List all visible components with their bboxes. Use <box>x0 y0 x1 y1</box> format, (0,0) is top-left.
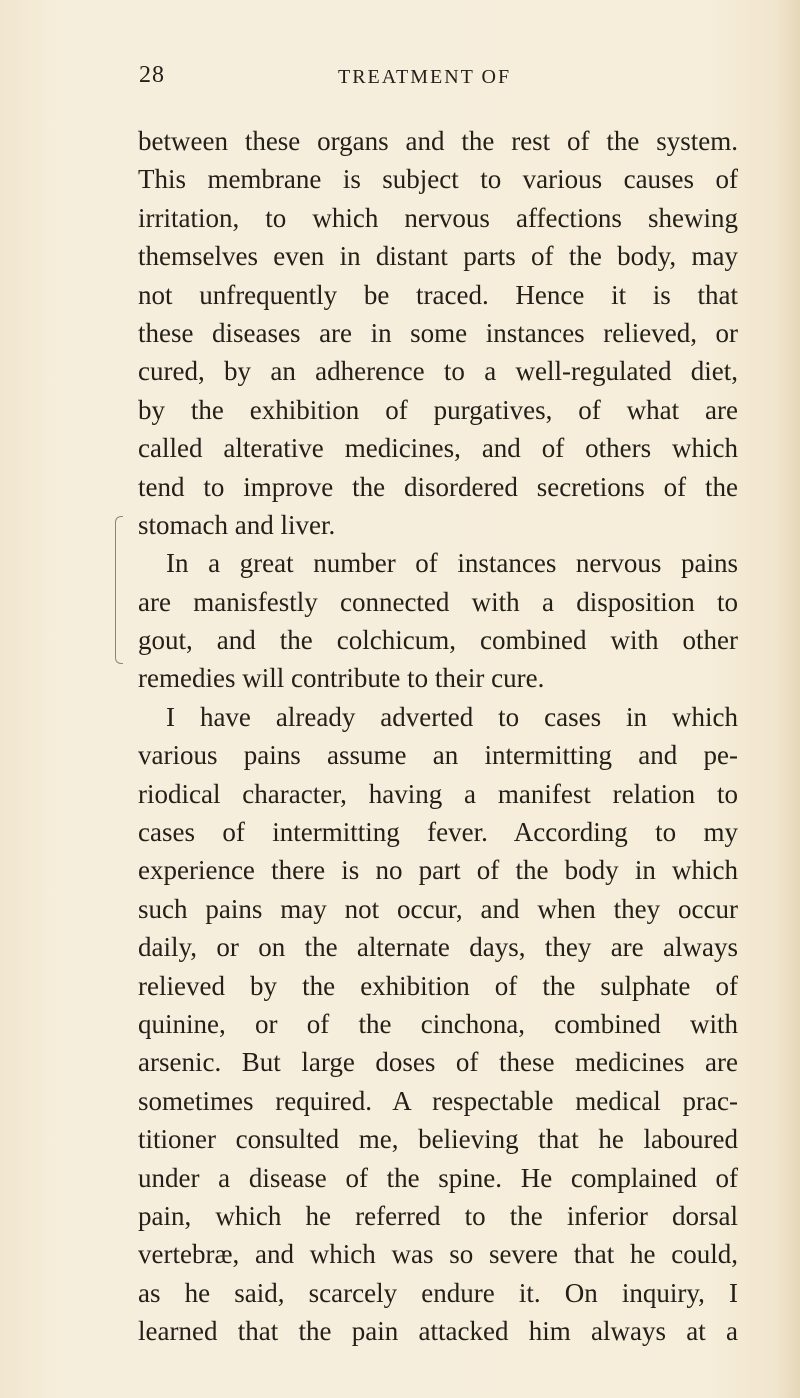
text-line: irritation, to which nervous affections shewing <box>138 202 738 233</box>
text-line: cured, by an adherence to a well-regulated diet, <box>138 356 738 387</box>
text-line: are manisfestly connected with a disposition to <box>138 586 738 617</box>
text-line: not unfrequently be traced. Hence it is that <box>138 279 738 310</box>
text-line: learned that the pain attacked him always at a <box>138 1316 738 1347</box>
text-line: themselves even in distant parts of the body, may <box>138 241 738 272</box>
text-line: as he said, scarcely endure it. On inquiry, I <box>138 1277 738 1308</box>
text-line: cases of intermitting fever. According to my <box>138 817 738 848</box>
text-line: called alterative medicines, and of others which <box>138 433 738 464</box>
text-line: titioner consulted me, believing that he laboured <box>138 1124 738 1155</box>
text-line: various pains assume an intermitting and pe- <box>138 740 738 771</box>
text-line: between these organs and the rest of the system. <box>138 126 738 156</box>
text-line: remedies will contribute to their cure. <box>138 663 545 694</box>
text-line: tend to improve the disordered secretions of the <box>138 471 738 502</box>
running-head: TREATMENT OF <box>338 66 512 88</box>
text-line: This membrane is subject to various causes of <box>138 164 738 195</box>
text-line: sometimes required. A respectable medical prac- <box>138 1085 738 1116</box>
text-line: such pains may not occur, and when they occur <box>138 893 738 924</box>
text-line: gout, and the colchicum, combined with other <box>138 625 738 656</box>
margin-bracket <box>115 516 123 664</box>
page-edge-shadow <box>776 0 800 1398</box>
text-line: under a disease of the spine. He complained of <box>138 1162 738 1193</box>
text-line: these diseases are in some instances relieved, or <box>138 317 738 348</box>
text-line: vertebræ, and which was so severe that he could, <box>138 1239 738 1270</box>
text-line: pain, which he referred to the inferior dorsal <box>138 1200 738 1231</box>
text-line: In a great number of instances nervous pains <box>166 548 738 579</box>
text-line: riodical character, having a manifest relation to <box>138 778 738 809</box>
text-line: daily, or on the alternate days, they are always <box>138 932 738 963</box>
text-line: stomach and liver. <box>138 509 336 540</box>
text-line: I have already adverted to cases in which <box>166 701 738 732</box>
text-line: experience there is no part of the body in which <box>138 855 738 886</box>
text-line: by the exhibition of purgatives, of what are <box>138 394 738 425</box>
text-line: relieved by the exhibition of the sulphate of <box>138 970 738 1001</box>
page-number: 28 <box>139 62 165 88</box>
text-line: quinine, or of the cinchona, combined with <box>138 1008 738 1039</box>
page-header <box>0 62 800 102</box>
text-line: arsenic. But large doses of these medicines are <box>138 1047 738 1078</box>
body-text <box>138 122 738 1351</box>
